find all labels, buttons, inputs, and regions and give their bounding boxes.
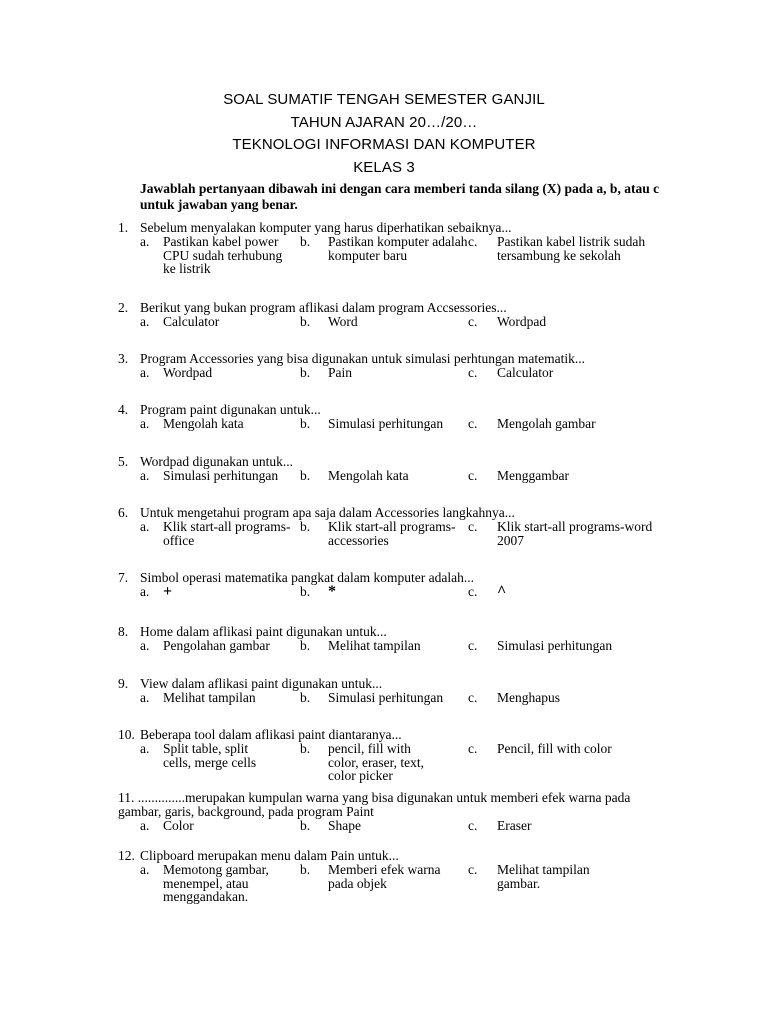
- question-4: 4. Program paint digunakan untuk... a. Mengolah kata b. Simulasi perhitungan c. Mengolah gambar: [118, 403, 658, 459]
- exam-title: SOAL SUMATIF TENGAH SEMESTER GANJIL: [223, 91, 545, 108]
- question-number: 10.: [118, 727, 135, 742]
- question-text: Clipboard merupakan menu dalam Pain untuk...: [140, 848, 399, 863]
- question-text: Simbol operasi matematika pangkat dalam komputer adalah...: [140, 570, 475, 585]
- option-text: Pain: [328, 364, 353, 380]
- option-text: Calculator: [163, 313, 220, 329]
- option-text: Color: [163, 817, 194, 833]
- question-number: 12.: [118, 848, 135, 863]
- question-text: Wordpad digunakan untuk...: [140, 454, 294, 469]
- option-text: Pengolahan gambar: [163, 637, 270, 653]
- option-text: Wordpad: [497, 313, 547, 329]
- option-text: Pastikan kabel listrik sudah tersambung ke sekolah: [497, 233, 646, 263]
- option-text: Pastikan kabel power CPU sudah terhubung ke listrik: [163, 233, 283, 277]
- question-number: 8.: [118, 624, 129, 639]
- option-text: Shape: [328, 817, 361, 833]
- option-text: Menghapus: [497, 689, 560, 705]
- question-10: 10. Beberapa tool dalam aflikasi paint diantaranya... a. Split table, split cells, merge cells b. pencil, fill with color, eraser, text, color picker c. Pencil, fill with color: [118, 728, 658, 792]
- question-text: View dalam aflikasi paint digunakan untuk...: [140, 676, 383, 691]
- option-text: Mengolah kata: [328, 467, 409, 483]
- question-text: Program Accessories yang bisa digunakan untuk simulasi perhtungan matematik...: [140, 351, 586, 366]
- option-text: Simulasi perhitungan: [497, 637, 613, 653]
- question-number: 2.: [118, 300, 129, 315]
- option-text: Klik start-all programs-office: [163, 518, 291, 548]
- question-12: 12. Clipboard merupakan menu dalam Pain untuk... a. Memotong gambar, menempel, atau menggandakan. b. Memberi efek warna pada objek c. Melihat tampilan gambar.: [118, 849, 658, 905]
- question-number: 9.: [118, 676, 129, 691]
- question-text: Untuk mengetahui program apa saja dalam Accessories langkahnya...: [140, 505, 515, 520]
- option-text: Melihat tampilan: [328, 637, 421, 653]
- option-text: Melihat tampilan: [163, 689, 256, 705]
- option-text: Mengolah kata: [163, 415, 244, 431]
- question-text: Berikut yang bukan program aflikasi dalam program Accsessories...: [140, 300, 507, 315]
- class-level: KELAS 3: [353, 158, 415, 176]
- subject-name: TEKNOLOGI INFORMASI DAN KOMPUTER: [232, 136, 536, 153]
- option-text: Eraser: [497, 817, 532, 833]
- document-header: [0, 89, 768, 179]
- question-number: 5.: [118, 454, 129, 469]
- question-number: 7.: [118, 570, 129, 585]
- question-text: Beberapa tool dalam aflikasi paint diantaranya...: [140, 727, 402, 742]
- option-text: Simulasi perhitungan: [328, 415, 444, 431]
- option-text: +: [163, 582, 173, 600]
- option-text: Calculator: [497, 364, 554, 380]
- question-3: 3. Program Accessories yang bisa digunakan untuk simulasi perhtungan matematik... a. Wordpad b. Pain c. Calculator: [118, 352, 658, 408]
- question-number: 3.: [118, 351, 129, 366]
- question-1: 1. Sebelum menyalakan komputer yang harus diperhatikan sebaiknya... a. Pastikan kabel power CPU sudah terhubung ke listrik b. Pastikan komputer adalah komputer baru c. Pastikan kabel listrik sudah tersambung ke sekolah: [118, 220, 646, 277]
- academic-year: TAHUN AJARAN 20…/20…: [290, 113, 478, 131]
- question-text: Sebelum menyalakan komputer yang harus diperhatikan sebaiknya...: [140, 220, 512, 235]
- option-text: Word: [328, 313, 358, 329]
- option-text: Mengolah gambar: [497, 415, 596, 431]
- option-text: Pastikan komputer adalah komputer baru: [328, 233, 468, 263]
- question-number: 4.: [118, 402, 129, 417]
- option-text: Menggambar: [497, 467, 569, 483]
- option-text: Simulasi perhitungan: [328, 689, 444, 705]
- question-5: 5. Wordpad digunakan untuk... a. Simulasi perhitungan b. Mengolah kata c. Menggambar: [118, 455, 658, 511]
- question-6: 6. Untuk mengetahui program apa saja dalam Accessories langkahnya... a. Klik start-all programs-office b. Klik start-all programs-accessories c. Klik start-all programs-word 2007: [118, 506, 658, 562]
- question-11: 11. ..............merupakan kumpulan warna yang bisa digunakan untuk memberi efek warna pada gambar, garis, background, pada program Paint a. Color b. Shape c. Eraser: [118, 791, 658, 847]
- question-2: 2. Berikut yang bukan program aflikasi dalam program Accsessories... a. Calculator b. Word c. Wordpad: [118, 301, 658, 357]
- option-text: Pencil, fill with color: [497, 740, 612, 756]
- option-text: Klik start-all programs-accessories: [328, 518, 456, 548]
- question-text: Program paint digunakan untuk...: [140, 402, 321, 417]
- question-7: 7. Simbol operasi matematika pangkat dalam komputer adalah... a. + b. * c. ^: [118, 571, 658, 627]
- option-text: pencil, fill with color, eraser, text, color picker: [328, 740, 424, 784]
- question-number: 6.: [118, 505, 129, 520]
- question-8: 8. Home dalam aflikasi paint digunakan untuk... a. Pengolahan gambar b. Melihat tampilan c. Simulasi perhitungan: [118, 625, 658, 681]
- option-text: ^: [497, 582, 507, 600]
- option-text: Split table, split cells, merge cells: [163, 740, 257, 770]
- question-text: Home dalam aflikasi paint digunakan untuk...: [140, 624, 387, 639]
- option-text: Klik start-all programs-word 2007: [497, 518, 653, 548]
- option-text: Simulasi perhitungan: [163, 467, 279, 483]
- question-number: 1.: [118, 220, 129, 235]
- question-number: 11.: [118, 790, 135, 805]
- option-text: Memotong gambar, menempel, atau menggandakan.: [163, 861, 269, 905]
- option-text: Wordpad: [163, 364, 213, 380]
- question-9: 9. View dalam aflikasi paint digunakan untuk... a. Melihat tampilan b. Simulasi perhitungan c. Menghapus: [118, 677, 658, 733]
- question-text: ..............merupakan kumpulan warna yang bisa digunakan untuk memberi efek warna pada gambar, garis, background, pada program Paint: [118, 790, 631, 819]
- option-text: *: [328, 582, 336, 600]
- option-text: Memberi efek warna pada objek: [328, 861, 441, 891]
- option-text: Melihat tampilan gambar.: [497, 861, 590, 891]
- instructions: Jawablah pertanyaan dibawah ini dengan cara memberi tanda silang (X) pada a, b, atau c untuk jawaban yang benar.: [140, 181, 660, 212]
